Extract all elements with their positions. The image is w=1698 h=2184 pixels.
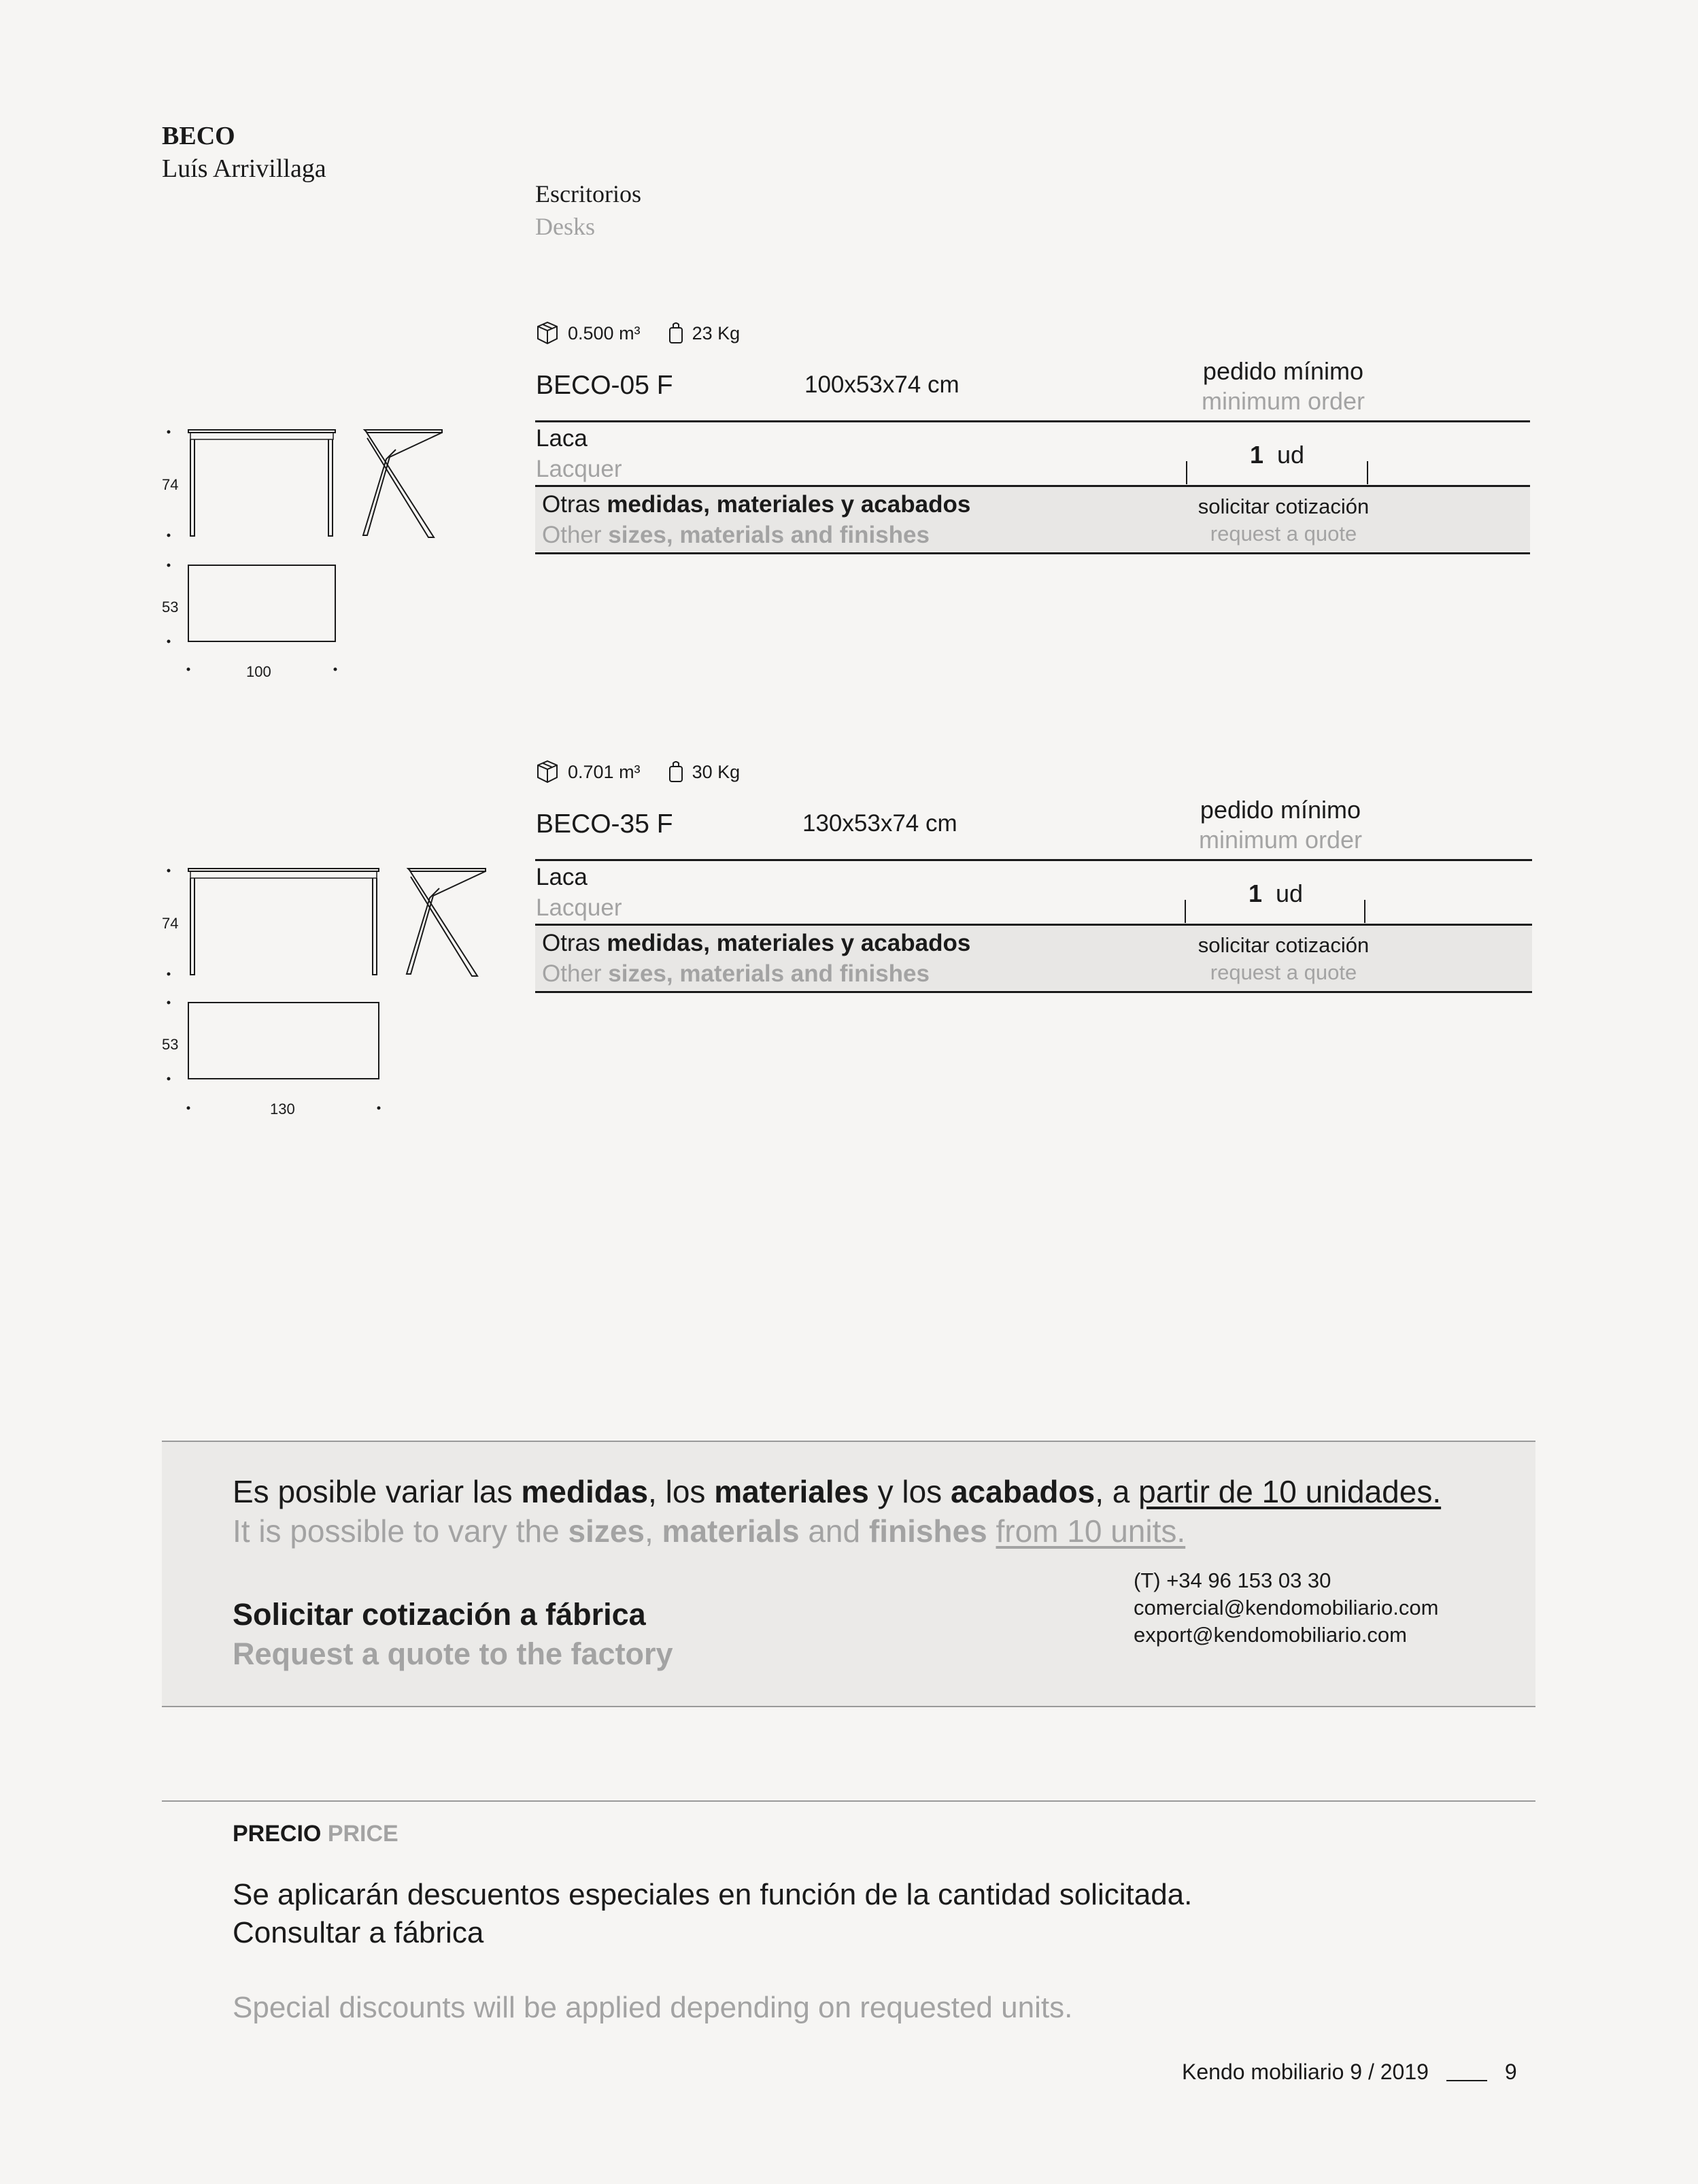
request-quote-link[interactable] bbox=[1149, 493, 1418, 548]
divider bbox=[535, 420, 1530, 422]
depth-dimension: 53 bbox=[162, 599, 179, 616]
quote-en: request a quote bbox=[1210, 960, 1357, 984]
collection-title: BECO bbox=[162, 122, 235, 150]
qty-bracket-right bbox=[1367, 461, 1368, 484]
category-en: Desks bbox=[535, 213, 595, 240]
minimum-order-label bbox=[1134, 356, 1433, 416]
divider bbox=[535, 485, 1530, 487]
qty-number: 1 bbox=[1248, 879, 1262, 907]
minimum-quantity bbox=[1186, 441, 1368, 469]
weight-icon bbox=[668, 760, 684, 784]
product-reference: BECO-05 F bbox=[536, 371, 673, 400]
email-commercial[interactable]: comercial@kendomobiliario.com bbox=[1134, 1596, 1439, 1619]
shipping-info bbox=[535, 320, 767, 347]
divider bbox=[535, 552, 1530, 554]
qty-unit: ud bbox=[1277, 441, 1305, 469]
product-reference: BECO-35 F bbox=[536, 809, 673, 839]
height-dimension: 74 bbox=[162, 915, 179, 932]
quote-es: solicitar cotización bbox=[1198, 494, 1370, 518]
product-dimensions: 130x53x74 cm bbox=[802, 810, 957, 837]
minimum-order-es: pedido mínimo bbox=[1200, 796, 1361, 824]
qty-unit: ud bbox=[1276, 879, 1304, 907]
variation-note-en: It is possible to vary the sizes, materials and finishes from 10 units. bbox=[233, 1513, 1186, 1549]
qty-bracket-right bbox=[1364, 900, 1365, 923]
variation-threshold-link-es[interactable]: partir de 10 unidades. bbox=[1138, 1474, 1442, 1509]
quote-es: solicitar cotización bbox=[1198, 933, 1370, 957]
height-dimension: 74 bbox=[162, 476, 179, 493]
minimum-order-en: minimum order bbox=[1201, 387, 1365, 415]
other-options: Otras medidas, materiales y acabados Other sizes, materials and finishes bbox=[542, 930, 971, 987]
page-footer bbox=[1182, 2060, 1517, 2085]
finish-es: Laca bbox=[536, 864, 588, 890]
minimum-order-es: pedido mínimo bbox=[1202, 357, 1364, 385]
product-dimensions: 100x53x74 cm bbox=[804, 371, 960, 398]
catalog-edition: Kendo mobiliario 9 / 2019 bbox=[1182, 2060, 1429, 2084]
finish-en: Lacquer bbox=[536, 894, 622, 921]
footer-rule bbox=[1446, 2080, 1487, 2081]
volume-value: 0.500 m³ bbox=[568, 322, 641, 343]
factory-quote-heading-es: Solicitar cotización a fábrica bbox=[233, 1597, 646, 1632]
finish-label bbox=[536, 862, 622, 923]
quote-en: request a quote bbox=[1210, 522, 1357, 545]
designer-name: Luís Arrivillaga bbox=[162, 154, 326, 183]
variation-note-es: Es posible variar las medidas, los materiales y los acabados, a partir de 10 unidades. bbox=[233, 1474, 1442, 1509]
weight-icon bbox=[668, 321, 684, 346]
desk-technical-drawing bbox=[156, 857, 496, 1129]
email-export[interactable]: export@kendomobiliario.com bbox=[1134, 1623, 1407, 1647]
contact-info bbox=[1134, 1567, 1438, 1649]
category-es: Escritorios bbox=[535, 180, 641, 207]
price-note-es: Se aplicarán descuentos especiales en función de la cantidad solicitada. Consultar a fábrica bbox=[233, 1878, 1193, 1949]
desk-technical-drawing bbox=[156, 418, 456, 690]
finish-en: Lacquer bbox=[536, 456, 622, 482]
minimum-quantity bbox=[1185, 879, 1367, 908]
price-note-en: Special discounts will be applied depending on requested units. bbox=[233, 1991, 1073, 2024]
weight-value: 30 Kg bbox=[692, 761, 741, 782]
other-options: Otras medidas, materiales y acabados Other sizes, materials and finishes bbox=[542, 491, 971, 548]
page-number: 9 bbox=[1504, 2060, 1517, 2084]
qty-number: 1 bbox=[1249, 441, 1263, 469]
depth-dimension: 53 bbox=[162, 1036, 179, 1053]
divider bbox=[535, 859, 1532, 861]
volume-value: 0.701 m³ bbox=[568, 761, 641, 782]
price-heading: PRECIO PRICE bbox=[233, 1821, 398, 1847]
divider bbox=[535, 991, 1532, 993]
variation-threshold-link-en[interactable]: from 10 units. bbox=[996, 1513, 1186, 1549]
request-quote-link[interactable] bbox=[1149, 932, 1418, 986]
shipping-info bbox=[535, 758, 767, 786]
phone-number[interactable]: (T) +34 96 153 03 30 bbox=[1134, 1568, 1331, 1592]
package-volume-icon bbox=[535, 320, 560, 347]
divider bbox=[162, 1800, 1535, 1802]
package-volume-icon bbox=[535, 758, 560, 786]
factory-quote-heading-en: Request a quote to the factory bbox=[233, 1636, 673, 1671]
minimum-order-label bbox=[1131, 795, 1430, 855]
finish-label bbox=[536, 423, 622, 484]
divider bbox=[535, 924, 1532, 926]
width-dimension: 100 bbox=[246, 663, 271, 680]
finish-es: Laca bbox=[536, 425, 588, 452]
width-dimension: 130 bbox=[270, 1101, 295, 1118]
minimum-order-en: minimum order bbox=[1198, 826, 1363, 854]
weight-value: 23 Kg bbox=[692, 322, 741, 343]
